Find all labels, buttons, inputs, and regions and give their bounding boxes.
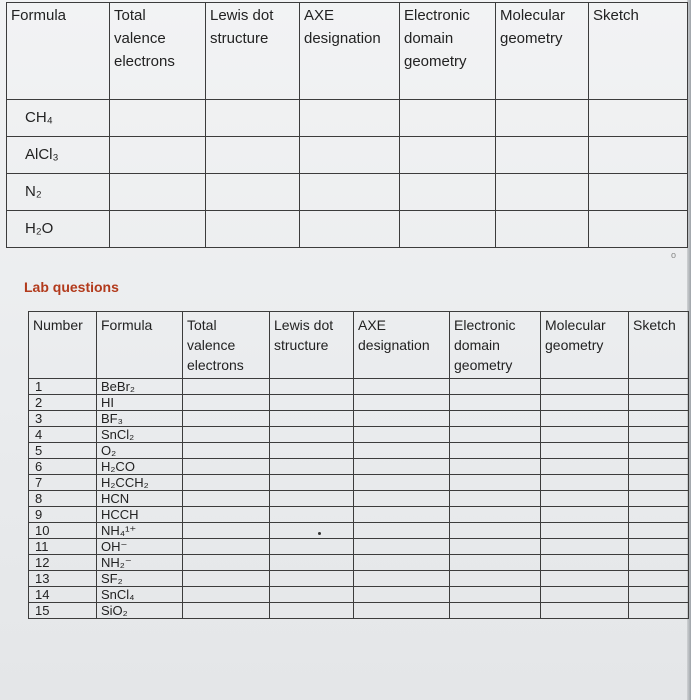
answer-cell[interactable]	[354, 427, 450, 443]
table-row	[29, 459, 689, 475]
answer-cell[interactable]	[450, 395, 541, 411]
molecule-table	[6, 2, 688, 248]
answer-cell[interactable]	[183, 507, 270, 523]
answer-cell[interactable]	[183, 459, 270, 475]
answer-cell[interactable]	[541, 491, 629, 507]
table-row	[29, 395, 689, 411]
row-number: 8	[29, 491, 97, 507]
row-number: 1	[29, 379, 97, 395]
answer-cell[interactable]	[354, 571, 450, 587]
answer-cell[interactable]	[270, 603, 354, 619]
header-sketch: Sketch	[629, 312, 689, 379]
answer-cell[interactable]	[450, 491, 541, 507]
row-number: 13	[29, 571, 97, 587]
answer-cell[interactable]	[270, 587, 354, 603]
answer-cell[interactable]	[629, 459, 689, 475]
answer-cell[interactable]	[110, 137, 206, 174]
answer-cell[interactable]	[496, 100, 589, 137]
answer-cell[interactable]	[354, 491, 450, 507]
answer-cell[interactable]	[629, 491, 689, 507]
answer-cell[interactable]	[450, 475, 541, 491]
answer-cell[interactable]	[450, 587, 541, 603]
formula-cell: SnCl₄	[97, 587, 183, 603]
answer-cell[interactable]	[541, 411, 629, 427]
lab-questions-table	[28, 311, 689, 619]
answer-cell[interactable]	[183, 571, 270, 587]
answer-cell[interactable]	[450, 507, 541, 523]
answer-cell[interactable]	[183, 603, 270, 619]
answer-cell[interactable]	[450, 411, 541, 427]
answer-cell[interactable]	[354, 395, 450, 411]
answer-cell[interactable]	[629, 443, 689, 459]
table-row	[29, 587, 689, 603]
answer-cell[interactable]	[541, 507, 629, 523]
answer-cell[interactable]	[400, 211, 496, 248]
answer-cell[interactable]	[354, 443, 450, 459]
answer-cell[interactable]	[400, 100, 496, 137]
table-row	[29, 443, 689, 459]
answer-cell[interactable]	[183, 539, 270, 555]
table-row	[29, 571, 689, 587]
margin-mark: o	[671, 250, 677, 260]
table-row	[29, 523, 689, 539]
answer-cell[interactable]	[496, 174, 589, 211]
answer-cell[interactable]	[270, 411, 354, 427]
answer-cell[interactable]	[183, 523, 270, 539]
answer-cell[interactable]	[183, 443, 270, 459]
answer-cell[interactable]	[629, 427, 689, 443]
answer-cell[interactable]	[629, 507, 689, 523]
formula-cell: AlCl₃	[7, 137, 110, 174]
answer-cell[interactable]	[450, 555, 541, 571]
header-sketch: Sketch	[589, 3, 688, 100]
answer-cell[interactable]	[629, 539, 689, 555]
table-row	[29, 555, 689, 571]
answer-cell[interactable]	[541, 603, 629, 619]
answer-cell[interactable]	[496, 137, 589, 174]
row-number: 2	[29, 395, 97, 411]
table-row	[29, 475, 689, 491]
formula-cell: OH⁻	[97, 539, 183, 555]
table-header-row	[7, 3, 688, 100]
answer-cell[interactable]	[541, 587, 629, 603]
formula-cell: HCN	[97, 491, 183, 507]
answer-cell[interactable]	[541, 443, 629, 459]
header-number: Number	[29, 312, 97, 379]
answer-cell[interactable]	[270, 571, 354, 587]
row-number: 12	[29, 555, 97, 571]
answer-cell[interactable]	[629, 523, 689, 539]
answer-cell[interactable]	[541, 539, 629, 555]
answer-cell[interactable]	[354, 379, 450, 395]
answer-cell[interactable]	[300, 174, 400, 211]
table-row	[7, 174, 688, 211]
formula-cell: CH₄	[7, 100, 110, 137]
answer-cell[interactable]	[354, 587, 450, 603]
header-lewis-dot: Lewis dot structure	[270, 312, 354, 379]
formula-cell: BF₃	[97, 411, 183, 427]
answer-cell[interactable]	[206, 211, 300, 248]
answer-cell[interactable]	[270, 523, 354, 539]
answer-cell[interactable]	[589, 137, 688, 174]
answer-cell[interactable]	[450, 571, 541, 587]
header-axe: AXE designation	[300, 3, 400, 100]
answer-cell[interactable]	[270, 395, 354, 411]
answer-cell[interactable]	[354, 475, 450, 491]
table-row	[29, 491, 689, 507]
header-electronic-domain: Electronic domain geometry	[400, 3, 496, 100]
answer-cell[interactable]	[354, 555, 450, 571]
row-number: 14	[29, 587, 97, 603]
answer-cell[interactable]	[270, 539, 354, 555]
answer-cell[interactable]	[629, 603, 689, 619]
answer-cell[interactable]	[183, 491, 270, 507]
answer-cell[interactable]	[541, 571, 629, 587]
answer-cell[interactable]	[541, 379, 629, 395]
row-number: 11	[29, 539, 97, 555]
table-row	[29, 411, 689, 427]
answer-cell[interactable]	[183, 427, 270, 443]
row-number: 6	[29, 459, 97, 475]
formula-cell: HCCH	[97, 507, 183, 523]
formula-cell: HI	[97, 395, 183, 411]
answer-cell[interactable]	[629, 379, 689, 395]
answer-cell[interactable]	[270, 555, 354, 571]
answer-cell[interactable]	[541, 427, 629, 443]
answer-cell[interactable]	[541, 475, 629, 491]
answer-cell[interactable]	[206, 137, 300, 174]
answer-cell[interactable]	[629, 587, 689, 603]
answer-cell[interactable]	[206, 174, 300, 211]
table-row	[29, 603, 689, 619]
formula-cell: H₂CCH₂	[97, 475, 183, 491]
answer-cell[interactable]	[629, 475, 689, 491]
answer-cell[interactable]	[450, 427, 541, 443]
table-header-row	[29, 312, 689, 379]
row-number: 5	[29, 443, 97, 459]
answer-cell[interactable]	[270, 491, 354, 507]
answer-cell[interactable]	[450, 603, 541, 619]
formula-cell: NH₂⁻	[97, 555, 183, 571]
answer-cell[interactable]	[354, 523, 450, 539]
row-number: 3	[29, 411, 97, 427]
answer-cell[interactable]	[629, 395, 689, 411]
answer-cell[interactable]	[541, 555, 629, 571]
row-number: 7	[29, 475, 97, 491]
answer-cell[interactable]	[270, 379, 354, 395]
answer-cell[interactable]	[270, 427, 354, 443]
answer-cell[interactable]	[354, 507, 450, 523]
answer-cell[interactable]	[270, 443, 354, 459]
answer-cell[interactable]	[354, 411, 450, 427]
formula-cell: SnCl₂	[97, 427, 183, 443]
formula-cell: H₂CO	[97, 459, 183, 475]
header-formula: Formula	[97, 312, 183, 379]
answer-cell[interactable]	[270, 475, 354, 491]
answer-cell[interactable]	[629, 571, 689, 587]
formula-cell: H₂O	[7, 211, 110, 248]
answer-cell[interactable]	[400, 137, 496, 174]
header-lewis-dot: Lewis dot structure	[206, 3, 300, 100]
answer-cell[interactable]	[450, 379, 541, 395]
answer-cell[interactable]	[629, 411, 689, 427]
table-row	[7, 211, 688, 248]
answer-cell[interactable]	[450, 539, 541, 555]
answer-cell[interactable]	[270, 507, 354, 523]
pen-dot	[318, 532, 321, 535]
formula-cell: O₂	[97, 443, 183, 459]
answer-cell[interactable]	[183, 395, 270, 411]
answer-cell[interactable]	[589, 211, 688, 248]
header-total-valence: Total valence electrons	[110, 3, 206, 100]
table-row	[7, 100, 688, 137]
answer-cell[interactable]	[300, 137, 400, 174]
answer-cell[interactable]	[354, 459, 450, 475]
section-title: Lab questions	[24, 279, 119, 295]
answer-cell[interactable]	[110, 211, 206, 248]
answer-cell[interactable]	[183, 587, 270, 603]
table-row	[29, 379, 689, 395]
table-row	[29, 507, 689, 523]
answer-cell[interactable]	[589, 174, 688, 211]
answer-cell[interactable]	[300, 211, 400, 248]
answer-cell[interactable]	[496, 211, 589, 248]
header-molecular-geometry: Molecular geometry	[496, 3, 589, 100]
header-molecular-geometry: Molecular geometry	[541, 312, 629, 379]
answer-cell[interactable]	[183, 411, 270, 427]
header-total-valence: Total valence electrons	[183, 312, 270, 379]
answer-cell[interactable]	[629, 555, 689, 571]
row-number: 10	[29, 523, 97, 539]
formula-cell: NH₄¹⁺	[97, 523, 183, 539]
answer-cell[interactable]	[183, 475, 270, 491]
table-row	[29, 427, 689, 443]
header-formula: Formula	[7, 3, 110, 100]
row-number: 4	[29, 427, 97, 443]
answer-cell[interactable]	[450, 443, 541, 459]
header-axe: AXE designation	[354, 312, 450, 379]
answer-cell[interactable]	[300, 100, 400, 137]
answer-cell[interactable]	[450, 459, 541, 475]
answer-cell[interactable]	[354, 603, 450, 619]
answer-cell[interactable]	[270, 459, 354, 475]
answer-cell[interactable]	[589, 100, 688, 137]
formula-cell: SF₂	[97, 571, 183, 587]
table-row	[29, 539, 689, 555]
row-number: 9	[29, 507, 97, 523]
answer-cell[interactable]	[183, 379, 270, 395]
answer-cell[interactable]	[541, 459, 629, 475]
answer-cell[interactable]	[541, 523, 629, 539]
formula-cell: SiO₂	[97, 603, 183, 619]
answer-cell[interactable]	[206, 100, 300, 137]
answer-cell[interactable]	[110, 100, 206, 137]
answer-cell[interactable]	[541, 395, 629, 411]
answer-cell[interactable]	[450, 523, 541, 539]
answer-cell[interactable]	[110, 174, 206, 211]
formula-cell: N₂	[7, 174, 110, 211]
answer-cell[interactable]	[183, 555, 270, 571]
answer-cell[interactable]	[400, 174, 496, 211]
formula-cell: BeBr₂	[97, 379, 183, 395]
answer-cell[interactable]	[354, 539, 450, 555]
table-row	[7, 137, 688, 174]
header-electronic-domain: Electronic domain geometry	[450, 312, 541, 379]
row-number: 15	[29, 603, 97, 619]
